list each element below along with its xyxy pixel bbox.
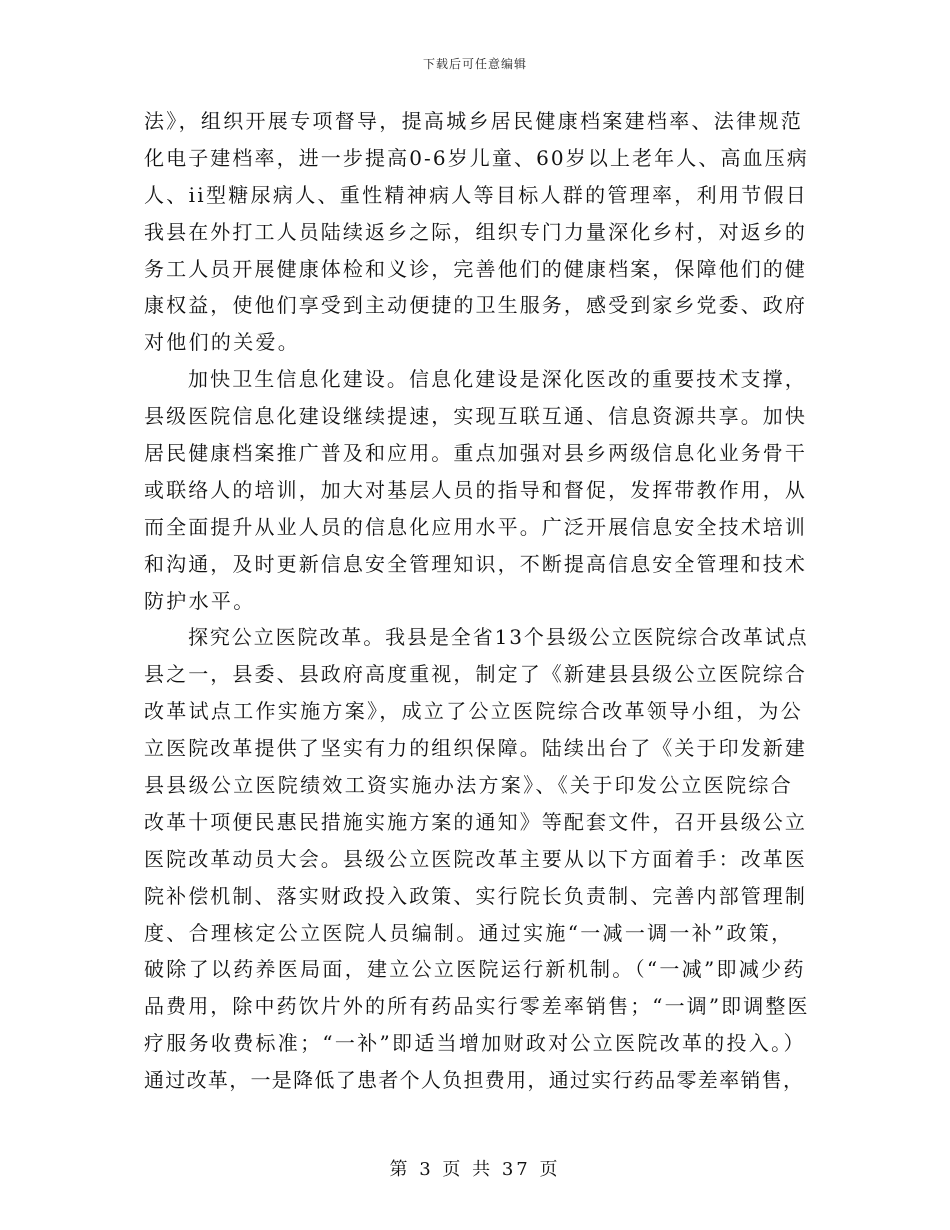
text-line: 法》，组织开展专项督导，提高城乡居民健康档案建档率、法律规范 xyxy=(144,109,803,133)
text-line: 改革试点工作实施方案》，成立了公立医院综合改革领导小组，为公 xyxy=(144,699,803,724)
text-line: 品费用，除中药饮片外的所有药品实行零差率销售；“一调”即调整医 xyxy=(144,994,810,1019)
text-line: 对他们的关爱。 xyxy=(144,330,301,355)
text-line: 探究公立医院改革。我县是全省13个县级公立医院综合改革试点 xyxy=(188,625,809,650)
text-line: 县县级公立医院绩效工资实施办法方案》、《关于印发公立医院综合 xyxy=(144,773,793,798)
text-line: 加快卫生信息化建设。信息化建设是深化医改的重要技术支撑， xyxy=(188,367,807,392)
text-line: 我县在外打工人员陆续返乡之际，组织专门力量深化乡村，对返乡的 xyxy=(144,219,807,244)
paragraph-hospital-reform xyxy=(144,619,810,1099)
page-number-footer: 第 3 页 共 37 页 xyxy=(389,1159,561,1180)
text-line: 县之一，县委、县政府高度重视，制定了《新建县县级公立医院综合 xyxy=(144,662,807,687)
paragraph-health-records xyxy=(144,103,810,361)
text-line: 而全面提升从业人员的信息化应用水平。广泛开展信息安全技术培训 xyxy=(144,514,807,539)
text-line: 居民健康档案推广普及和应用。重点加强对县乡两级信息化业务骨干 xyxy=(144,441,807,466)
text-line: 改革十项便民惠民措施实施方案的通知》等配套文件，召开县级公立 xyxy=(144,809,807,834)
text-line: 防护水平。 xyxy=(144,588,256,613)
text-line: 县级医院信息化建设继续提速，实现互联互通、信息资源共享。加快 xyxy=(144,404,807,429)
text-line: 康权益，使他们享受到主动便捷的卫生服务，感受到家乡党委、政府 xyxy=(144,293,807,318)
paragraph-informatization xyxy=(144,361,810,619)
text-line: 破除了以药养医局面，建立公立医院运行新机制。（“一减”即减少药 xyxy=(144,957,806,982)
text-line: 或联络人的培训，加大对基层人员的指导和督促，发挥带教作用，从 xyxy=(144,477,807,502)
text-line: 医院改革动员大会。县级公立医院改革主要从以下方面着手：改革医 xyxy=(144,846,807,871)
text-line: 化电子建档率，进一步提高0-6岁儿童、60岁以上老年人、高血压病 xyxy=(144,145,809,170)
text-line: 和沟通，及时更新信息安全管理知识，不断提高信息安全管理和技术 xyxy=(144,551,807,576)
text-line: 人、ii型糖尿病人、重性精神病人等目标人群的管理率，利用节假日 xyxy=(144,182,809,207)
text-line: 立医院改革提供了坚实有力的组织保障。陆续出台了《关于印发新建 xyxy=(144,736,807,761)
text-line: 疗服务收费标准；“一补”即适当增加财政对公立医院改革的投入。） xyxy=(144,1031,806,1056)
text-line: 度、合理核定公立医院人员编制。通过实施“一减一调一补”政策， xyxy=(144,920,794,945)
text-line: 通过改革，一是降低了患者个人负担费用，通过实行药品零差率销售， xyxy=(144,1068,805,1093)
text-line: 务工人员开展健康体检和义诊，完善他们的健康档案，保障他们的健 xyxy=(144,256,807,281)
header-note: 下载后可任意编辑 xyxy=(422,57,527,71)
body-text xyxy=(144,103,810,1099)
text-line: 院补偿机制、落实财政投入政策、实行院长负责制、完善内部管理制 xyxy=(144,883,807,908)
